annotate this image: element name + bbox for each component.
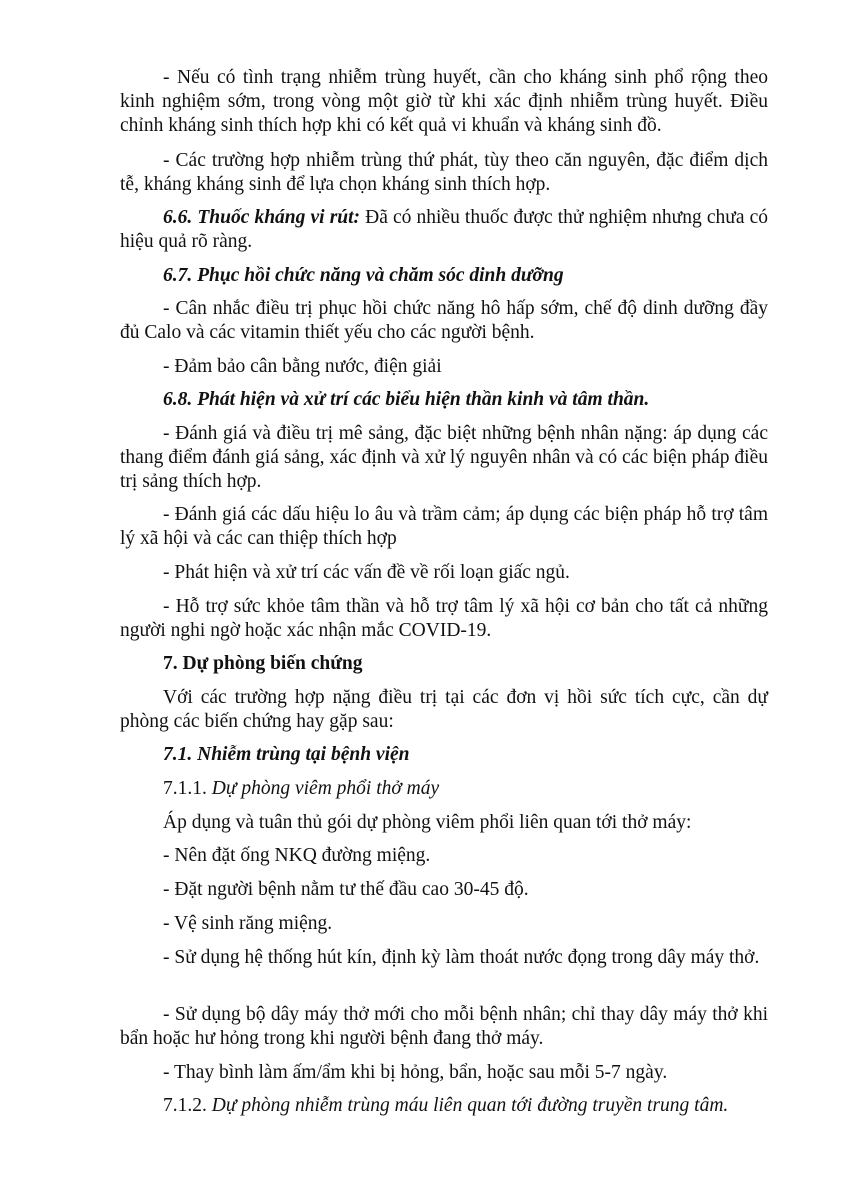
section-7-1-1-title: Dự phòng viêm phổi thở máy (206, 778, 440, 799)
section-6-6 (120, 206, 768, 254)
section-7-1-1-heading (120, 777, 768, 801)
section-7-1-2-number: 7.1.2. (163, 1095, 207, 1116)
section-7-1-1-number: 7.1.1. (163, 778, 207, 799)
paragraph-section-7-intro: Với các trường hợp nặng điều trị tại các đơn vị hồi sức tích cực, cần dự phòng các biến chứng hay gặp sau: (120, 687, 768, 732)
list-item: - Nên đặt ống NKQ đường miệng. (163, 845, 431, 866)
section-7-1-2-heading (120, 1094, 768, 1118)
list-item: - Sử dụng hệ thống hút kín, định kỳ làm thoát nước đọng trong dây máy thở. (163, 947, 760, 968)
paragraph-fluid-balance: - Đảm bảo cân bằng nước, điện giải (163, 356, 442, 377)
section-7-1-heading: 7.1. Nhiễm trùng tại bệnh viện (163, 744, 410, 765)
section-6-8-heading: 6.8. Phát hiện và xử trí các biểu hiện thần kinh và tâm thần. (163, 389, 650, 410)
section-6-6-heading: 6.6. Thuốc kháng vi rút: (163, 207, 361, 228)
section-6-6-text: Đã có nhiều thuốc được thử nghiệm nhưng chưa có hiệu quả rõ ràng. (120, 207, 768, 252)
paragraph-vap-bundle-intro: Áp dụng và tuân thủ gói dự phòng viêm phổi liên quan tới thở máy: (163, 812, 692, 833)
paragraph-sleep-disorders: - Phát hiện và xử trí các vấn đề về rối loạn giấc ngủ. (163, 562, 570, 583)
paragraph-secondary-infection: - Các trường hợp nhiễm trùng thứ phát, tùy theo căn nguyên, đặc điểm dịch tễ, kháng kháng sinh để lựa chọn kháng sinh thích hợp. (120, 150, 768, 195)
paragraph-delirium: - Đánh giá và điều trị mê sảng, đặc biệt những bệnh nhân nặng: áp dụng các thang điểm đánh giá sảng, xác định và xử lý nguyên nhân và có các biện pháp điều trị sảng thích hợp. (120, 423, 768, 492)
paragraph-anxiety-depression: - Đánh giá các dấu hiệu lo âu và trầm cảm; áp dụng các biện pháp hỗ trợ tâm lý xã hội và các can thiệp thích hợp (120, 504, 768, 549)
list-item: - Thay bình làm ấm/ẩm khi bị hỏng, bẩn, hoặc sau mỗi 5-7 ngày. (163, 1062, 668, 1083)
paragraph-mental-health-support: - Hỗ trợ sức khỏe tâm thần và hỗ trợ tâm lý xã hội cơ bản cho tất cả những người nghi ngờ hoặc xác nhận mắc COVID-19. (120, 596, 768, 641)
paragraph-sepsis-antibiotics: - Nếu có tình trạng nhiễm trùng huyết, cần cho kháng sinh phổ rộng theo kinh nghiệm sớm, trong vòng một giờ từ khi xác định nhiễm trùng huyết. Điều chỉnh kháng sinh thích hợp khi có kết quả vi khuẩn và kháng sinh đồ. (120, 67, 768, 136)
section-7-1-2-title: Dự phòng nhiễm trùng máu liên quan tới đường truyền trung tâm. (206, 1095, 729, 1116)
section-6-7-heading: 6.7. Phục hồi chức năng và chăm sóc dinh dưỡng (163, 265, 564, 286)
paragraph-rehab-nutrition: - Cân nhắc điều trị phục hồi chức năng hô hấp sớm, chế độ dinh dưỡng đầy đủ Calo và các vitamin thiết yếu cho các người bệnh. (120, 298, 768, 343)
list-item: - Sử dụng bộ dây máy thở mới cho mỗi bệnh nhân; chỉ thay dây máy thở khi bẩn hoặc hư hỏng trong khi người bệnh đang thở máy. (120, 1004, 768, 1049)
list-item: - Đặt người bệnh nằm tư thế đầu cao 30-45 độ. (163, 879, 529, 900)
section-7-heading: 7. Dự phòng biến chứng (163, 653, 363, 674)
list-item: - Vệ sinh răng miệng. (163, 913, 333, 934)
